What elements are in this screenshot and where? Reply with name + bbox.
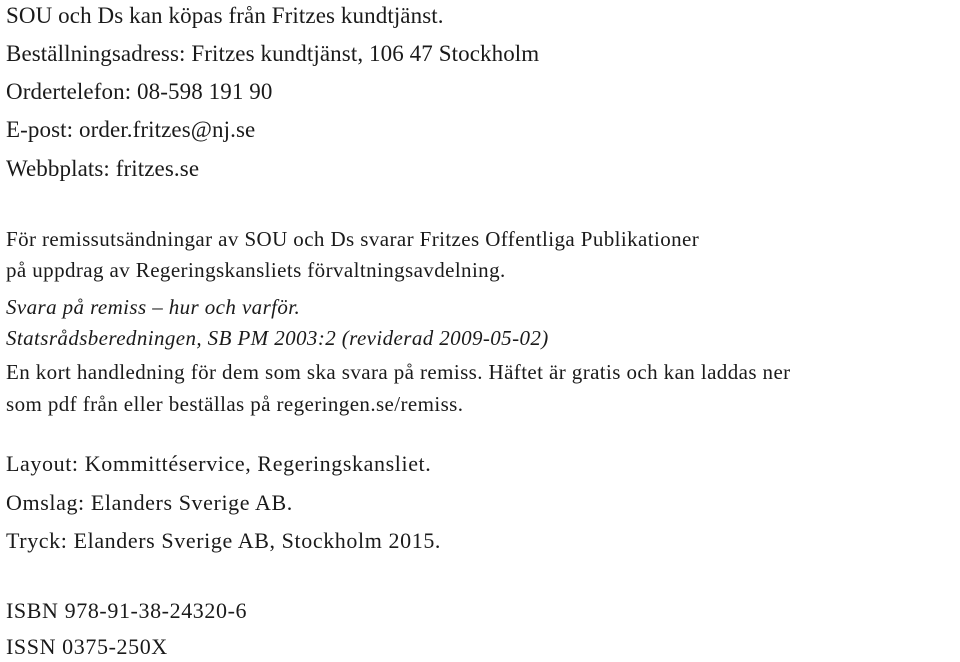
order-phone: Ordertelefon: 08-598 191 90	[6, 79, 273, 104]
remiss-guide-title: Svara på remiss – hur och varför.	[6, 295, 301, 319]
order-info-line: SOU och Ds kan köpas från Fritzes kundtjänst.	[6, 3, 444, 28]
remiss-guide-reference: Statsrådsberedningen, SB PM 2003:2 (reviderad 2009-05-02)	[6, 326, 549, 350]
isbn: ISBN 978-91-38-24320-6	[6, 598, 248, 623]
order-address: Beställningsadress: Fritzes kundtjänst, 106 47 Stockholm	[6, 41, 540, 66]
order-email: E-post: order.fritzes@nj.se	[6, 117, 256, 142]
order-website: Webbplats: fritzes.se	[6, 156, 200, 181]
credit-layout: Layout: Kommittéservice, Regeringskansliet.	[6, 451, 432, 476]
credit-cover: Omslag: Elanders Sverige AB.	[6, 490, 293, 515]
remiss-info-line: För remissutsändningar av SOU och Ds svarar Fritzes Offentliga Publikationer	[6, 227, 700, 251]
issn: ISSN 0375-250X	[6, 634, 168, 659]
remiss-info-line: på uppdrag av Regeringskansliets förvaltningsavdelning.	[6, 258, 506, 282]
remiss-info-line: som pdf från eller beställas på regeringen.se/remiss.	[6, 392, 464, 416]
credit-print: Tryck: Elanders Sverige AB, Stockholm 2015.	[6, 528, 442, 553]
remiss-info-line: En kort handledning för dem som ska svara på remiss. Häftet är gratis och kan laddas ner	[6, 360, 791, 384]
